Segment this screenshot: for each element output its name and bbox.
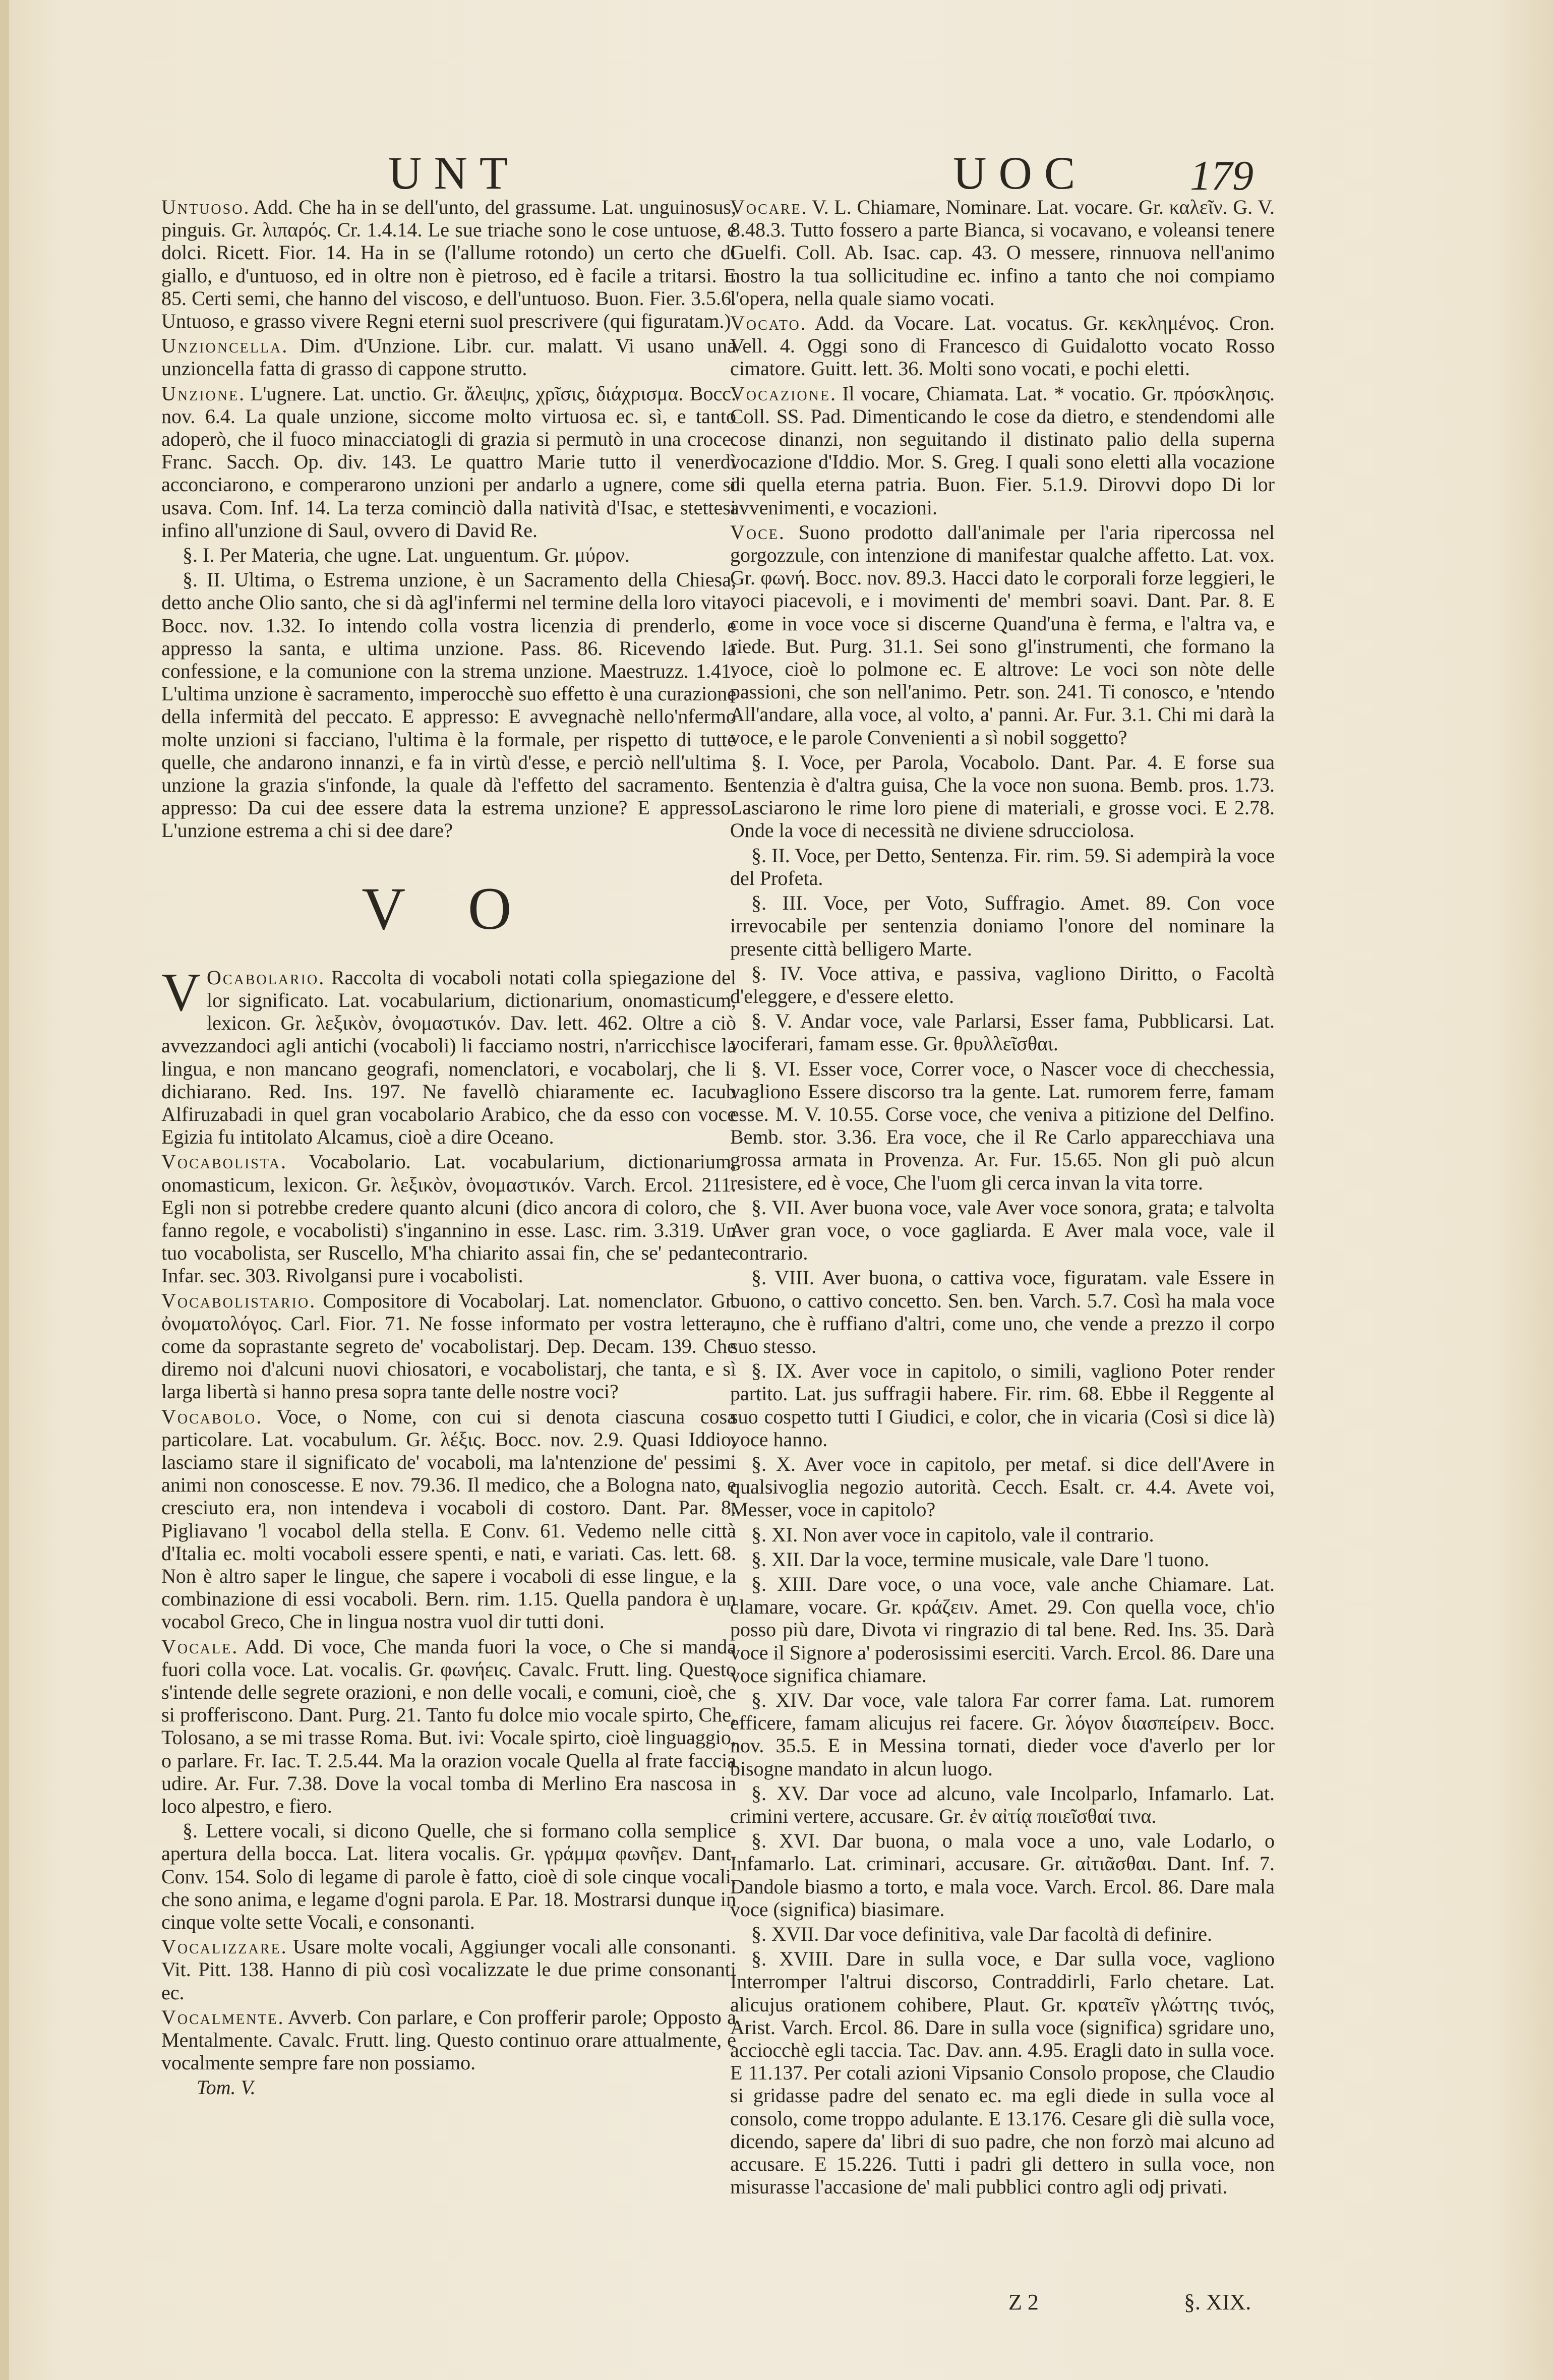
entry-text: . Add. Di voce, Che manda fuori la voce, o Che si manda fuori colla voce. Lat. vocalis. Gr. φωνήεις. Cavalc. Frutt. ling. Questo s'intende delle segrete orazioni, e non delle vocali, e comuni, cioè, che si profferiscono. Dant. Purg. 21. Tanto fu dolce mio vocale spirto, Che, Tolosano, a se mi trasse Roma. But. ivi: Vocale spirto, cioè linguaggio, o parlare. Fr. Iac. T. 2.5.44. Ma la orazion vocale Quella al frate faccia udire. Ar. Fur. 7.38. Dove la vocal tomba di Merlino Era nascosa in loco alpestro, e fiero. [161, 1635, 736, 1817]
entry-text: §. XII. Dar la voce, termine musicale, vale Dare 'l tuono. [751, 1548, 1209, 1571]
sense-paragraph [161, 1819, 736, 1933]
entry-text: §. XVI. Dar buona, o mala voce a uno, vale Lodarlo, o Infamarlo. Lat. criminari, accusare. Gr. αἰτιᾶσθαι. Dant. Inf. 7. Dandole biasmo a torto, e mala voce. Varch. Ercol. 86. Dare mala voce (significa) biasimare. [730, 1829, 1275, 1921]
entry-headword: Untuoso [161, 196, 244, 218]
entry-text: . Vocabolario. Lat. vocabularium, dictionarium, onomasticum, lexicon. Gr. λεξικὸν, ὀνομαστικόν. Varch. Ercol. 211. Egli non si potrebbe credere quanto alcuni (dico ancora di coloro, che fanno regole, e vocabolisti) s'ingannino in esse. Lasc. rim. 3.319. Un tuo vocabolista, ser Ruscello, M'ha chiarito assai fin, che se' pedante. Infar. sec. 303. Rivolgansi pure i vocabolisti. [161, 1150, 736, 1287]
dictionary-entry [161, 1635, 736, 1818]
page-number: 179 [1190, 152, 1253, 199]
entry-text: . Avverb. Con parlare, e Con profferir parole; Opposto a Mentalmente. Cavalc. Frutt. ling. Questo continuo orare attualmente, e vocalmente sempre fare non possiamo. [161, 2005, 736, 2074]
entry-text: §. II. Ultima, o Estrema unzione, è un Sacramento della Chiesa, detto anche Olio santo, che si dà agl'infermi nel termine della loro vita. Bocc. nov. 1.32. Io intendo colla vostra licenzia di prenderlo, e appresso la santa, e ultima unzione. Pass. 86. Ricevendo la confessione, e la comunione con la strema unzione. Maestruzz. 1.41. L'ultima unzione è sacramento, imperocchè suo effetto è una curazione della infermità del peccato. E appresso: E avvegnachè nello'nfermo molte unzioni si facciano, l'ultima è la formale, per rispetto di tutte quelle, che andarono innanzi, e fa in virtù d'esse, e perciò nell'ultima unzione la grazia s'infonde, la quale dà l'effetto del sacramento. E appresso: Da cui dee essere data la estrema unzione? E appresso: L'unzione estrema a chi si dee dare? [161, 568, 736, 842]
left-column [161, 196, 736, 2099]
sense-paragraph [730, 1196, 1275, 1265]
entry-headword: Vocabolo [161, 1405, 257, 1428]
volume-mark: Tom. V. [197, 2076, 256, 2099]
entry-text: §. XV. Dar voce ad alcuno, vale Incolparlo, Infamarlo. Lat. crimini vertere, accusare. Gr. ἐν αἰτίᾳ ποιεῖσθαί τινα. [730, 1781, 1275, 1828]
entry-text: §. II. Voce, per Detto, Sentenza. Fir. rim. 59. Si adempirà la voce del Profeta. [730, 844, 1275, 889]
entry-headword: Vocabolista [161, 1150, 281, 1173]
entry-text: . Dim. d'Unzione. Libr. cur. malatt. Vi usano una unzioncella fatta di grasso di cappone strutto. [161, 334, 736, 380]
entry-text: §. IV. Voce attiva, e passiva, vagliono Diritto, o Facoltà d'eleggere, e d'essere eletto. [730, 962, 1275, 1007]
entry-headword: Vocale [161, 1635, 232, 1658]
entry-text: §. XIII. Dare voce, o una voce, vale anche Chiamare. Lat. clamare, vocare. Gr. κράζειν. Amet. 29. Con quella voce, ch'io posso più dare, Divota vi ringrazio di tal bene. Red. Ins. 35. Darà voce il Signore a' poderosissimi eserciti. Varch. Ercol. 86. Dare una voce significa chiamare. [730, 1572, 1275, 1687]
entry-headword: Unzione [161, 382, 240, 405]
sense-paragraph [730, 1057, 1275, 1194]
entry-text: . L'ugnere. Lat. unctio. Gr. ἄλειψις, χρῖσις, διάχρισμα. Bocc. nov. 6.4. La quale unzione, siccome molto virtuosa ec. sì, e tanto adoperò, che il fuoco minacciatogli di grazia si permutò in una croce. Franc. Sacch. Op. div. 143. Le quattro Marie tutto il venerdì acconciarono, e comperarono unzioni per andarlo a ugnere, come si usava. Com. Inf. 14. La terza cominciò dalla natività d'Isac, e stettesi infino all'unzione di Saul, ovvero di David Re. [161, 382, 736, 542]
entry-headword: Ocabolario [207, 966, 319, 989]
sense-paragraph [161, 544, 736, 566]
entry-text: §. I. Per Materia, che ugne. Lat. unguentum. Gr. μύρον. [183, 544, 630, 567]
entry-text: §. I. Voce, per Parola, Vocabolo. Dant. Par. 4. E forse sua sentenzia è d'altra guisa, Che la voce non suona. Bemb. pros. 1.73. Lasciarono le rime loro piene di materiali, e grosse voci. E 2.78. Onde la voce di necessità ne diviene sdrucciolosa. [730, 750, 1275, 842]
entry-headword: Unzioncella [161, 334, 282, 358]
entry-text: §. X. Aver voce in capitolo, per metaf. si dice dell'Avere in qualsivoglia negozio autorità. Cecch. Esalt. cr. 4.4. Avete voi, Messer, voce in capitolo? [730, 1452, 1275, 1521]
dictionary-entry [161, 1150, 736, 1287]
entry-text: §. VI. Esser voce, Correr voce, o Nascer voce di checchessia, vagliono Essere discorso tra la gente. Lat. rumorem ferre, famam esse. M. V. 10.55. Corse voce, che veniva a pitizione del Delfino. Bemb. stor. 3.36. Era voce, che il Re Carlo apparecchiava una grossa armata in Provenza. Ar. Fur. 15.65. Non gli può alcun resistere, ed è voce, Che l'uom gli cerca invan la vita torre. [730, 1057, 1275, 1194]
entry-headword: Vocalmente [161, 2005, 278, 2029]
right-column [730, 196, 1275, 2200]
dictionary-entry [161, 1289, 736, 1403]
sense-paragraph [730, 1523, 1275, 1546]
sense-paragraph [730, 1573, 1275, 1687]
entry-headword: Vocazione [730, 382, 830, 405]
entry-text: §. VII. Aver buona voce, vale Aver voce sonora, grata; e talvolta Aver gran voce, o voce gagliarda. E Aver mala voce, vale il contrario. [730, 1196, 1275, 1265]
sense-paragraph [730, 1689, 1275, 1780]
dictionary-entry [161, 2006, 736, 2074]
entry-text: . Suono prodotto dall'animale per l'aria ripercossa nel gorgozzule, con intenzione di manifestar qualche affetto. Lat. vox. Gr. φωνή. Bocc. nov. 89.3. Hacci dato le corporali forze leggieri, le voci piacevoli, e i movimenti de' membri soavi. Dant. Par. 8. E come in voce voce si discerne Quand'una è ferma, e l'altra va, e riede. But. Purg. 31.1. Sei sono gl'instrumenti, che formano la voce, cioè lo polmone ec. E altrove: Le voci son nòte delle passioni, che son nell'animo. Petr. son. 241. Ti conosco, e 'ntendo All'andare, alla voce, al volto, a' panni. Ar. Fur. 3.1. Chi mi darà la voce, e le parole Convenienti a sì nobil soggetto? [730, 520, 1275, 749]
entry-headword: Voce [730, 520, 779, 544]
sense-paragraph [730, 1947, 1275, 2198]
entry-text: §. XIV. Dar voce, vale talora Far correr fama. Lat. rumorem efficere, famam alicujus rei facere. Gr. λόγον διασπείρειν. Bocc. nov. 35.5. E in Messina tornati, dieder voce d'averlo per lor bisogne mandato in alcun luogo. [730, 1689, 1275, 1780]
entry-headword: Vocato [730, 312, 801, 335]
entry-text: . Add. Che ha in se dell'unto, del grassume. Lat. unguinosus, pinguis. Gr. λιπαρός. Cr. 1.4.14. Le sue triache sono le cose untuose, e dolci. Ricett. Fior. 14. Ha in se (l'allume rotondo) un certo che di giallo, e d'untuoso, ed in oltre non è pietroso, ed è facile a tritarsi. E 85. Certi semi, che hanno del viscoso, e dell'untuoso. Buon. Fier. 3.5.6. Untuoso, e grasso vivere Regni eterni suol prescrivere (qui figuratam.) [161, 196, 736, 333]
entry-text: . V. L. Chiamare, Nominare. Lat. vocare. Gr. καλεῖν. G. V. 8.48.3. Tutto fossero a parte Bianca, si vocavano, e voleansi tenere Guelfi. Coll. Ab. Isac. cap. 43. O messere, rinnuova nell'animo nostro la tua sollicitudine ec. infino a tanto che noi compiamo l'opera, nella quale siamo vocati. [730, 196, 1275, 310]
entry-text: §. V. Andar voce, vale Parlarsi, Esser fama, Pubblicarsi. Lat. vociferari, famam esse. Gr. θρυλλεῖσθαι. [730, 1009, 1275, 1055]
section-title: V O [362, 874, 536, 942]
sense-paragraph [730, 962, 1275, 1007]
entry-text: . Raccolta di vocaboli notati colla spiegazione del lor significato. Lat. vocabularium, dictionarium, onomasticum, lexicon. Gr. λεξικὸν, ὀνομαστικόν. Dav. lett. 462. Oltre a ciò avvezzandoci agli antichi (vocaboli) li facciamo nostri, n'arricchisce la lingua, e non mancano geografi, nomenclatori, e vocabolarj, che li dichiarano. Red. Ins. 197. Ne favellò chiaramente ec. Iacub Alfiruzabadi in quel gran vocabolario Arabico, che da esso con voce Egizia fu intitolato Alcamus, cioè a dire Oceano. [161, 966, 736, 1149]
dictionary-entry [730, 382, 1275, 519]
dictionary-entry [161, 334, 736, 380]
entry-headword: Vocabolistario [161, 1289, 310, 1312]
running-header-right: UOC [953, 147, 1088, 199]
entry-text: . Usare molte vocali, Aggiunger vocali alle consonanti. Vit. Pitt. 138. Hanno di più così vocalizzate le due prime consonanti ec. [161, 1935, 736, 2004]
dictionary-entry [730, 312, 1275, 380]
sense-paragraph [730, 1548, 1275, 1571]
right-entries [730, 196, 1275, 2198]
signature-mark: Z 2 [1008, 2290, 1039, 2314]
dictionary-entry [161, 196, 736, 332]
entry-text: §. XVII. Dar voce definitiva, vale Dar facoltà di definire. [751, 1923, 1213, 1946]
dictionary-entry [161, 962, 736, 1149]
sense-paragraph [730, 1359, 1275, 1451]
sense-paragraph [730, 1009, 1275, 1055]
sense-paragraph [730, 1453, 1275, 1521]
entry-text: §. VIII. Aver buona, o cattiva voce, figuratam. vale Essere in buono, o cattivo concetto. Sen. ben. Varch. 5.7. Così ha mala voce uno, che è ruffiano d'altri, come uno, che vende a prezzo il corpo suo stesso. [730, 1266, 1275, 1357]
entry-text: §. IX. Aver voce in capitolo, o simili, vagliono Poter render partito. Lat. jus suffragii habere. Fir. rim. 68. Ebbe il Reggente al suo cospetto tutti I Giudici, e color, che in vicaria (Così si dice là) voce hanno. [730, 1359, 1275, 1451]
entry-text: §. XVIII. Dare in sulla voce, e Dar sulla voce, vagliono Interromper l'altrui discorso, Contraddirli, Farlo chetare. Lat. alicujus orationem cohibere, Plaut. Gr. κρατεῖν γλώττης τινός, Arist. Varch. Ercol. 86. Dare in sulla voce (significa) sgridare uno, acciocchè egli taccia. Tac. Dav. ann. 4.95. Eragli dato in sulla voce. E 11.137. Per cotali azioni Vipsanio Consolo propose, che Claudio si gridasse padre del senato ec. ma egli diede in sulla voce al consolo, come troppo adulante. E 13.176. Cesare gli diè sulla voce, dicendo, sapere da' libri di suo padre, che non forzò mai alcuno ad accusare. E 15.226. Tutti i padri gli dettero in sulla voce, non misurasse l'accasione de' mali pubblici contro agli odj privati. [730, 1947, 1275, 2198]
entry-text: . Add. da Vocare. Lat. vocatus. Gr. κεκλημένος. Cron. Vell. 4. Oggi sono di Francesco di Guidalotto vocato Rosso cimatore. Guitt. lett. 36. Molti sono vocati, e pochi eletti. [730, 312, 1275, 380]
sense-paragraph [730, 891, 1275, 960]
sense-paragraph [730, 1266, 1275, 1357]
entry-text: §. XI. Non aver voce in capitolo, vale il contrario. [751, 1523, 1154, 1546]
dictionary-entry [161, 1405, 736, 1633]
entry-text: . Il vocare, Chiamata. Lat. * vocatio. Gr. πρόσκλησις. Coll. SS. Pad. Dimenticando le cose da dietro, e stendendomi alle cose dinanzi, non seguitando il distinato palio della superna vocazione d'Iddio. Mor. S. Greg. I quali sono eletti alla vocazione di quella eterna patria. Buon. Fier. 5.1.9. Dirovvi dopo Di lor avvenimenti, e vocazioni. [730, 382, 1275, 519]
page-binding [0, 0, 9, 2380]
sense-paragraph [730, 751, 1275, 842]
dictionary-entry [730, 196, 1275, 310]
sense-paragraph [161, 568, 736, 842]
sense-paragraph [730, 1782, 1275, 1827]
dictionary-entry [730, 521, 1275, 749]
entry-text: . Compositore di Vocabolarj. Lat. nomenclator. Gr. ὀνοματολόγος. Carl. Fior. 71. Ne fosse informato per vostra lettera, come da soprastante segreto de' vocabolistarj. Dep. Decam. 139. Che diremo noi d'alcuni nuovi chiosatori, e vocabolistarj, che tanta, e sì larga libertà si hanno presa sopra tante delle nostre voci? [161, 1289, 736, 1403]
sense-paragraph [730, 844, 1275, 889]
sense-paragraph [730, 1829, 1275, 1921]
drop-cap: V [161, 962, 201, 1023]
dictionary-entry [161, 1935, 736, 2004]
catchword: §. XIX. [1184, 2290, 1251, 2314]
running-header-left: UNT [388, 147, 520, 199]
entry-text: . Voce, o Nome, con cui si denota ciascuna cosa particolare. Lat. vocabulum. Gr. λέξις. Bocc. nov. 2.9. Quasi Iddio, lasciamo stare il significato de' vocaboli, ma la'ntenzione de' pessimi animi non conoscesse. E nov. 79.36. Il medico, che a Bologna nato, e cresciuto era, non intendeva i vocaboli di costoro. Dant. Par. 8. Pigliavano 'l vocabol della stella. E Conv. 61. Vedemo nelle città d'Italia ec. molti vocaboli essere spenti, e nati, e variati. Cas. lett. 68. Non è altro saper le lingue, che sapere i vocaboli di esse lingue, e la combinazione di essi vocaboli. Bern. rim. 1.15. Quella pandora è un vocabol Greco, Che in lingua nostra vuol dir tutti doni. [161, 1405, 736, 1633]
left-entries [161, 196, 736, 842]
left-vo-entries [161, 962, 736, 2074]
sense-paragraph [730, 1923, 1275, 1945]
dictionary-entry [161, 382, 736, 542]
entry-headword: Vocalizzare [161, 1935, 281, 1958]
entry-text: §. III. Voce, per Voto, Suffragio. Amet. 89. Con voce irrevocabile per sentenzia doniamo l'onore del nominare la presente città belligero Marte. [730, 891, 1275, 960]
entry-headword: Vocare [730, 196, 802, 218]
entry-text: §. Lettere vocali, si dicono Quelle, che si formano colla semplice apertura della bocca. Lat. litera vocalis. Gr. γράμμα φωνῆεν. Dant. Conv. 154. Solo di legame di parole è fatto, cioè di sole cinque vocali, che sono anima, e legame d'ogni parola. E Par. 18. Mostrarsi dunque in cinque volte sette Vocali, e consonanti. [161, 1819, 736, 1934]
